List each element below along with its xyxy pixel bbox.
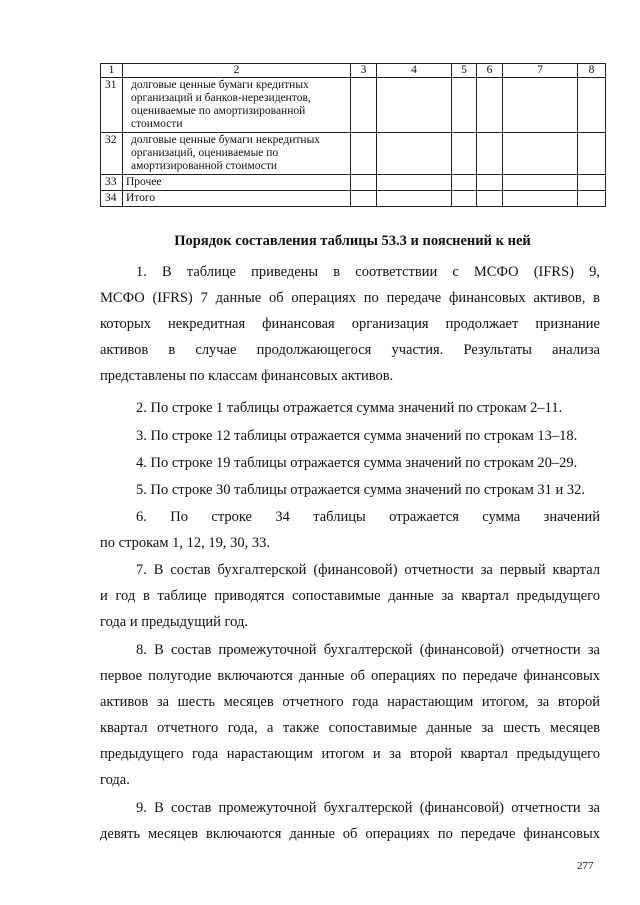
empty-cell: [351, 133, 377, 175]
text-line: активов в случае продолжающегося участия. Результаты анализа: [100, 342, 600, 358]
empty-cell: [477, 133, 503, 175]
empty-cell: [578, 191, 606, 207]
text-line: которых некредитная финансовая организация продолжает признание: [100, 316, 600, 332]
empty-cell: [377, 191, 452, 207]
empty-cell: [452, 78, 477, 133]
text-line: 8. В состав промежуточной бухгалтерской (финансовой) отчетности за: [136, 642, 600, 658]
table-header-row: [101, 64, 606, 78]
paragraph-6: [100, 504, 600, 556]
text-line: года и предыдущий год.: [100, 614, 248, 630]
empty-cell: [578, 175, 606, 191]
row-number: 33: [101, 175, 123, 191]
text-line: 6. По строке 34 таблицы отражается сумма значений: [136, 509, 600, 525]
row-description: долговые ценные бумаги некредитных организаций, оцениваемые по амортизированной стоимости: [123, 133, 351, 175]
header-cell: 4: [377, 64, 452, 78]
text-line: 1. В таблице приведены в соответствии с МСФО (IFRS) 9,: [136, 264, 600, 280]
header-cell: 3: [351, 64, 377, 78]
paragraph-4: 4. По строке 19 таблицы отражается сумма значений по строкам 20–29.: [136, 455, 578, 471]
empty-cell: [351, 175, 377, 191]
text-line: МСФО (IFRS) 7 данные об операциях по передаче финансовых активов, в: [100, 290, 600, 306]
empty-cell: [452, 133, 477, 175]
paragraph-2: 2. По строке 1 таблицы отражается сумма значений по строкам 2–11.: [136, 400, 563, 416]
text-line: активов за шесть месяцев отчетного года нарастающим итогом, за второй: [100, 694, 600, 710]
table-row: [101, 133, 606, 175]
empty-cell: [452, 175, 477, 191]
text-line: предыдущего года нарастающим итогом и за второй квартал предыдущего: [100, 746, 600, 762]
empty-cell: [578, 133, 606, 175]
paragraph-3: 3. По строке 12 таблицы отражается сумма значений по строкам 13–18.: [136, 428, 578, 444]
text-line: квартал отчетного года, а также сопоставимые данные за шесть месяцев: [100, 720, 600, 736]
empty-cell: [503, 78, 578, 133]
empty-cell: [503, 133, 578, 175]
paragraph-8: [100, 637, 600, 793]
text-line: и год в таблице приводятся сопоставимые данные за квартал предыдущего: [100, 588, 600, 604]
empty-cell: [377, 175, 452, 191]
header-cell: 8: [578, 64, 606, 78]
paragraph-5: 5. По строке 30 таблицы отражается сумма значений по строкам 31 и 32.: [136, 482, 586, 498]
section-heading: Порядок составления таблицы 53.3 и пояснений к ней: [174, 233, 531, 249]
row-description: Прочее: [123, 175, 351, 191]
row-number: 34: [101, 191, 123, 207]
header-cell: 1: [101, 64, 123, 78]
page-number: 277: [577, 860, 594, 872]
empty-cell: [377, 78, 452, 133]
table-row: [101, 191, 606, 207]
paragraph-7: [100, 557, 600, 635]
row-number: 31: [101, 78, 123, 133]
table-row: [101, 78, 606, 133]
table-row: [101, 175, 606, 191]
header-cell: 2: [123, 64, 351, 78]
empty-cell: [503, 191, 578, 207]
header-cell: 5: [452, 64, 477, 78]
text-line: 7. В состав бухгалтерской (финансовой) отчетности за первый квартал: [136, 562, 600, 578]
header-cell: 7: [503, 64, 578, 78]
row-description: Итого: [123, 191, 351, 207]
paragraph-9: [100, 795, 600, 847]
empty-cell: [503, 175, 578, 191]
empty-cell: [452, 191, 477, 207]
text-line: представлены по классам финансовых активов.: [100, 368, 394, 384]
empty-cell: [578, 78, 606, 133]
empty-cell: [477, 191, 503, 207]
data-table: [100, 63, 606, 207]
header-cell: 6: [477, 64, 503, 78]
text-line: 9. В состав промежуточной бухгалтерской (финансовой) отчетности за: [136, 800, 600, 816]
empty-cell: [477, 78, 503, 133]
empty-cell: [377, 133, 452, 175]
empty-cell: [477, 175, 503, 191]
text-line: девять месяцев включаются данные об операциях по передаче финансовых: [100, 826, 600, 842]
row-description: долговые ценные бумаги кредитных организаций и банков-нерезидентов, оцениваемые по амортизированной стоимости: [123, 78, 351, 133]
empty-cell: [351, 78, 377, 133]
text-line: первое полугодие включаются данные об операциях по передаче финансовых: [100, 668, 600, 684]
paragraph-1: [100, 259, 600, 389]
text-line: года.: [100, 772, 130, 788]
empty-cell: [351, 191, 377, 207]
text-line: по строкам 1, 12, 19, 30, 33.: [100, 535, 271, 551]
row-number: 32: [101, 133, 123, 175]
